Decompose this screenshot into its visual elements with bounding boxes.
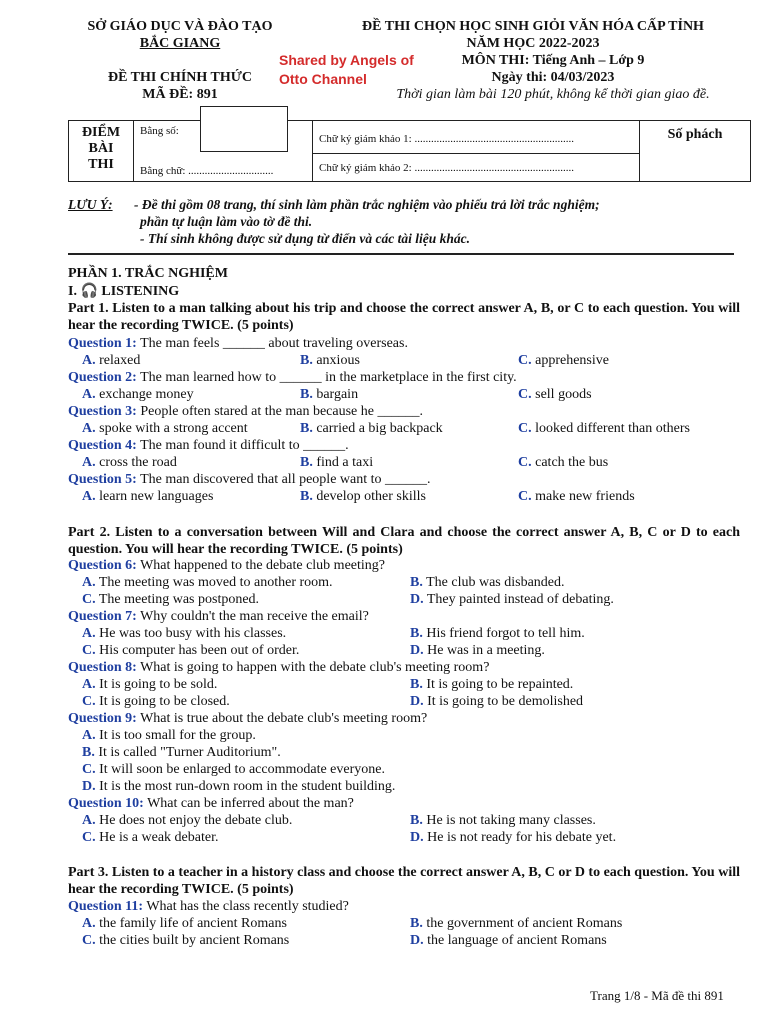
option-letter: C. [82,643,96,658]
exam-type: ĐỀ THI CHÍNH THỨC [107,70,253,85]
question-text: What can be inferred about the man? [143,796,354,811]
school-year: NĂM HỌC 2022-2023 [466,36,600,51]
score-number-label: Bằng số: [140,125,179,137]
score-label: ĐIỂM BÀI THI [69,121,134,182]
option-letter: B. [300,489,313,504]
option-letter: A. [82,455,96,470]
answer-option-d[interactable] [410,932,607,949]
answer-option-c[interactable] [518,454,608,471]
answer-option-b[interactable] [300,420,443,437]
option-text: It is too small for the group. [95,728,256,743]
answer-option-b[interactable] [410,915,622,932]
question-label: Question 11: [68,899,144,914]
option-letter: A. [82,575,96,590]
answer-option-c[interactable] [82,761,385,778]
option-letter: A. [82,626,96,641]
answer-option-b[interactable] [300,488,426,505]
question-label: Question 2: [68,370,137,385]
question-stem [68,608,748,625]
option-text: The meeting was moved to another room. [95,575,333,590]
question-text: The man learned how to ______ in the marketplace in the first city. [136,370,517,385]
question-label: Question 5: [68,472,137,487]
option-text: The club was disbanded. [422,575,565,590]
answer-option-d[interactable] [410,693,583,710]
question-label: Question 10: [68,796,144,811]
option-letter: A. [82,677,96,692]
option-text: make new friends [531,489,635,504]
option-text: He was in a meeting. [423,643,545,658]
answer-option-c[interactable] [82,642,299,659]
option-letter: A. [82,421,96,436]
question-text: The man discovered that all people want to ______. [136,472,431,487]
option-text: the cities built by ancient Romans [95,933,290,948]
answer-option-a[interactable] [82,727,256,744]
examiner-2-signature: Chữ ký giám khảo 2: .......................................................... [313,154,640,182]
answer-option-d[interactable] [82,778,395,795]
option-letter: C. [82,694,96,709]
question-stem [68,898,748,915]
watermark-line1: Shared by Angels of [279,52,414,68]
answer-option-c[interactable] [82,932,289,949]
answer-option-a[interactable] [82,625,286,642]
question-label: Question 4: [68,438,137,453]
option-letter: D. [410,830,424,845]
notes-line3: - Thí sinh không được sử dụng từ điển và các tài liệu khác. [140,231,471,246]
option-text: His computer has been out of order. [95,643,300,658]
option-text: It will soon be enlarged to accommodate everyone. [95,762,385,777]
option-letter: D. [410,643,424,658]
option-text: It is the most run-down room in the student building. [95,779,396,794]
answer-option-c[interactable] [518,488,635,505]
option-text: catch the bus [531,455,609,470]
option-text: the government of ancient Romans [422,916,623,931]
part3-instruction: Part 3. Listen to a teacher in a history class and choose the correct answer A, B, C or D to each question. You will hear the recording TWICE. (5 points) [68,865,740,897]
option-text: He is not taking many classes. [422,813,596,828]
notes-line2: phần tự luận làm vào tờ đề thi. [140,214,313,229]
answer-option-a[interactable] [82,676,217,693]
question-label: Question 9: [68,711,137,726]
question-text: What happened to the debate club meeting? [136,558,385,573]
option-letter: D. [82,779,96,794]
option-letter: B. [410,813,423,828]
answer-option-a[interactable] [82,488,213,505]
section-title: PHẦN 1. TRẮC NGHIỆM [68,266,228,281]
option-text: bargain [312,387,359,402]
question-text: What is true about the debate club's meeting room? [136,711,428,726]
question-stem [68,795,748,812]
exam-title: ĐỀ THI CHỌN HỌC SINH GIỎI VĂN HÓA CẤP TỈNH [362,19,704,34]
question-label: Question 6: [68,558,137,573]
question-stem [68,710,748,727]
answer-option-c[interactable] [82,693,230,710]
exam-duration: Thời gian làm bài 120 phút, không kể thời gian giao đề. [396,87,710,102]
option-text: carried a big backpack [312,421,443,436]
option-letter: B. [82,745,95,760]
question-text: What has the class recently studied? [143,899,349,914]
option-letter: B. [300,421,313,436]
question-stem [68,557,748,574]
answer-option-a[interactable] [82,420,248,437]
question-stem [68,369,748,386]
exam-code: MÃ ĐỀ: 891 [142,87,218,102]
question-stem [68,335,748,352]
answer-option-b[interactable] [300,454,373,471]
option-text: They painted instead of debating. [423,592,614,607]
option-letter: A. [82,353,96,368]
option-text: It is going to be repainted. [422,677,574,692]
answer-option-b[interactable] [410,676,573,693]
so-phach: Số phách [640,121,751,182]
option-text: relaxed [95,353,141,368]
option-letter: A. [82,728,96,743]
header-left [60,18,300,103]
option-text: the family life of ancient Romans [95,916,287,931]
option-text: It is going to be closed. [95,694,230,709]
score-cell [134,121,313,182]
notes-label: LƯU Ý: [68,197,113,212]
option-text: find a taxi [312,455,374,470]
score-number-box[interactable] [200,106,288,152]
option-letter: B. [300,455,313,470]
option-text: The meeting was postponed. [95,592,260,607]
province-name: BẮC GIANG [139,36,221,51]
question-stem [68,437,748,454]
option-letter: C. [82,592,96,607]
divider [68,253,734,255]
listening-heading: I. 🎧 LISTENING [68,284,180,299]
notes [68,196,748,247]
option-text: He is not ready for his debate yet. [423,830,617,845]
option-text: It is called "Turner Auditorium". [94,745,281,760]
answer-option-a[interactable] [82,386,194,403]
watermark-line2: Otto Channel [279,71,367,87]
option-text: the language of ancient Romans [423,933,607,948]
answer-option-c[interactable] [82,591,259,608]
answer-option-d[interactable] [410,642,545,659]
answer-option-b[interactable] [82,744,281,761]
option-letter: B. [300,353,313,368]
option-letter: C. [82,830,96,845]
question-label: Question 3: [68,404,137,419]
answer-option-c[interactable] [518,386,592,403]
option-letter: C. [518,387,532,402]
option-text: He was too busy with his classes. [95,626,287,641]
option-letter: C. [518,421,532,436]
option-letter: C. [82,933,96,948]
option-letter: B. [410,626,423,641]
question-text: The man feels ______ about traveling overseas. [136,336,408,351]
option-text: It is going to be sold. [95,677,218,692]
option-letter: A. [82,916,96,931]
answer-option-b[interactable] [300,352,360,369]
option-text: His friend forgot to tell him. [422,626,585,641]
option-text: learn new languages [95,489,214,504]
option-letter: B. [410,677,423,692]
option-text: He is a weak debater. [95,830,219,845]
answer-option-a[interactable] [82,454,177,471]
answer-option-b[interactable] [410,574,565,591]
answer-option-b[interactable] [410,625,585,642]
option-letter: B. [300,387,313,402]
question-stem [68,471,748,488]
department-name: SỞ GIÁO DỤC VÀ ĐÀO TẠO [87,19,273,34]
option-letter: A. [82,387,96,402]
option-text: develop other skills [312,489,426,504]
part1-instruction: Part 1. Listen to a man talking about his trip and choose the correct answer A, B, or C to each question. You will hear the recording TWICE. (5 points) [68,301,740,333]
score-table [68,120,751,182]
option-letter: A. [82,813,96,828]
question-stem [68,403,748,420]
option-text: exchange money [95,387,194,402]
option-letter: A. [82,489,96,504]
part2-instruction: Part 2. Listen to a conversation between Will and Clara and choose the correct answer A, B, C or D to each question. You will hear the recording TWICE. (5 points) [68,525,740,557]
option-text: apprehensive [531,353,609,368]
answer-option-c[interactable] [518,352,609,369]
option-letter: D. [410,933,424,948]
question-text: Why couldn't the man receive the email? [136,609,369,624]
answer-option-a[interactable] [82,574,333,591]
examiner-1-signature: Chữ ký giám khảo 1: .......................................................... [313,121,640,154]
answer-option-a[interactable] [82,915,287,932]
question-text: The man found it difficult to ______. [136,438,349,453]
option-text: looked different than others [531,421,690,436]
question-label: Question 1: [68,336,137,351]
option-text: He does not enjoy the debate club. [95,813,293,828]
option-letter: C. [518,353,532,368]
exam-subject: MÔN THI: Tiếng Anh – Lớp 9 [461,53,645,68]
option-text: sell goods [531,387,592,402]
option-letter: D. [410,694,424,709]
option-letter: C. [518,489,532,504]
page-footer: Trang 1/8 - Mã đề thi 891 [590,988,724,1003]
option-text: It is going to be demolished [423,694,584,709]
option-letter: D. [410,592,424,607]
answer-option-d[interactable] [410,591,614,608]
score-words-label: Bằng chữ: ............................... [140,165,274,177]
option-letter: C. [518,455,532,470]
option-text: anxious [312,353,360,368]
answer-option-b[interactable] [300,386,358,403]
question-label: Question 7: [68,609,137,624]
answer-option-b[interactable] [410,812,596,829]
option-letter: C. [82,762,96,777]
question-text: People often stared at the man because he ______. [136,404,423,419]
answer-option-d[interactable] [410,829,616,846]
question-stem [68,659,748,676]
question-text: What is going to happen with the debate club's meeting room? [136,660,490,675]
answer-option-c[interactable] [518,420,690,437]
option-letter: B. [410,575,423,590]
option-text: spoke with a strong accent [95,421,248,436]
answer-option-c[interactable] [82,829,218,846]
exam-date: Ngày thi: 04/03/2023 [491,70,615,85]
notes-line1: - Đề thi gồm 08 trang, thí sinh làm phần trắc nghiệm vào phiếu trả lời trắc nghiệm; [134,197,600,212]
question-label: Question 8: [68,660,137,675]
option-text: cross the road [95,455,177,470]
option-letter: B. [410,916,423,931]
answer-option-a[interactable] [82,812,292,829]
answer-option-a[interactable] [82,352,140,369]
